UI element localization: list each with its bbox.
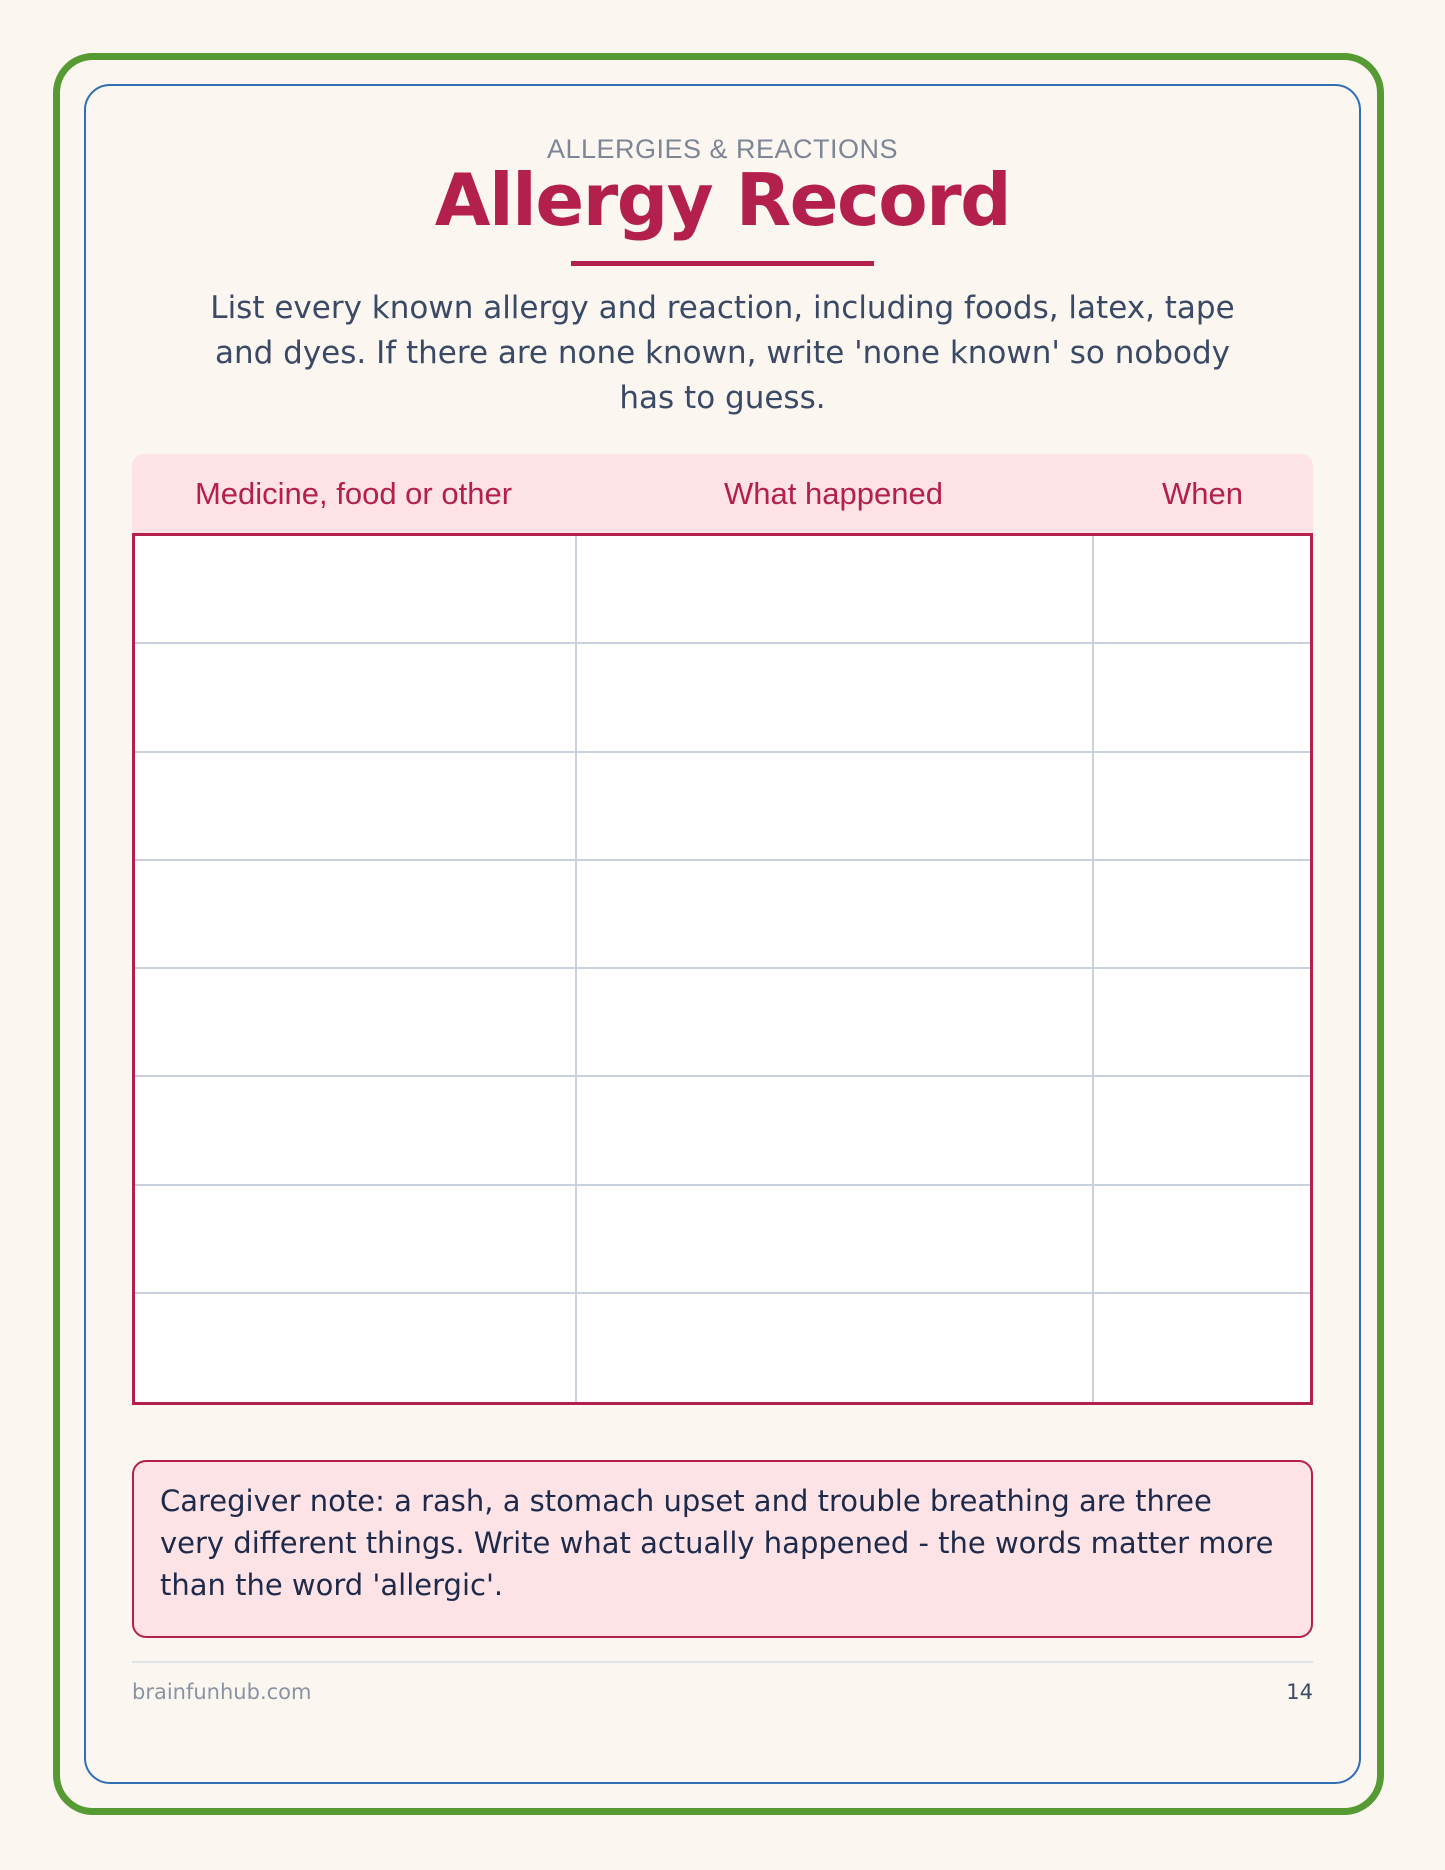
table-header [132,454,1313,533]
reaction-cell[interactable] [577,861,1094,967]
allergy-table [132,533,1313,1405]
table-row [135,1186,1310,1294]
when-cell[interactable] [1094,969,1310,1075]
when-cell[interactable] [1094,644,1310,750]
caregiver-note: Caregiver note: a rash, a stomach upset and trouble breathing are three very different things. Write what actually happened - the words matter more than the word 'allergic'. [132,1460,1313,1638]
table-row [135,969,1310,1077]
table-row [135,1294,1310,1402]
reaction-cell[interactable] [577,644,1094,750]
page-number: 14 [1286,1680,1313,1704]
table-row [135,1077,1310,1185]
item-cell[interactable] [135,861,577,967]
section-kicker: ALLERGIES & REACTIONS [546,134,899,164]
intro-text: List every known allergy and reaction, including foods, latex, tape and dyes. If there are none known, write 'none known' so nobody has to guess. [210,290,1235,416]
column-header-when: When [1162,476,1243,511]
footer-site: brainfunhub.com [132,1680,312,1704]
column-header-reaction: What happened [724,476,943,511]
reaction-cell[interactable] [577,1186,1094,1292]
table-row [135,861,1310,969]
reaction-cell[interactable] [577,753,1094,859]
footer-divider [132,1661,1313,1663]
when-cell[interactable] [1094,1294,1310,1402]
title-underline [571,261,874,266]
when-cell[interactable] [1094,1186,1310,1292]
reaction-cell[interactable] [577,1077,1094,1183]
item-cell[interactable] [135,969,577,1075]
table-row [135,536,1310,644]
item-cell[interactable] [135,644,577,750]
when-cell[interactable] [1094,1077,1310,1183]
reaction-cell[interactable] [577,1294,1094,1402]
when-cell[interactable] [1094,753,1310,859]
when-cell[interactable] [1094,536,1310,642]
table-row [135,644,1310,752]
when-cell[interactable] [1094,861,1310,967]
item-cell[interactable] [135,1077,577,1183]
reaction-cell[interactable] [577,536,1094,642]
item-cell[interactable] [135,1186,577,1292]
reaction-cell[interactable] [577,969,1094,1075]
column-header-item: Medicine, food or other [194,476,513,511]
page-title: Allergy Record [434,158,1011,242]
table-row [135,753,1310,861]
item-cell[interactable] [135,536,577,642]
item-cell[interactable] [135,1294,577,1402]
item-cell[interactable] [135,753,577,859]
